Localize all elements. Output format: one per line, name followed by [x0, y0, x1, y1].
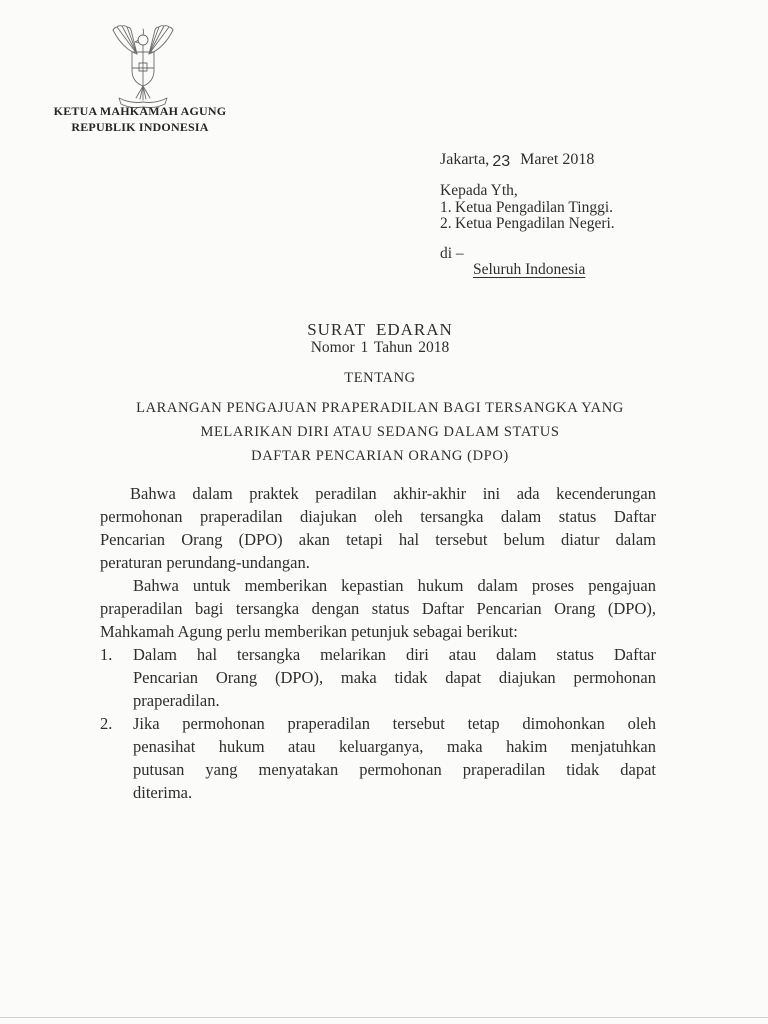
letterhead-emblem [103, 24, 183, 108]
scan-edge-line [0, 1017, 768, 1018]
letter-body [100, 482, 656, 804]
list-line: praperadilan. [133, 691, 220, 710]
list-line: diterima. [133, 783, 193, 802]
emblem-shield [132, 52, 154, 86]
emblem-right-wing [149, 26, 173, 54]
place-prefix: di – [440, 245, 464, 262]
recipient-text: Ketua Pengadilan Tinggi. [455, 198, 614, 216]
paragraph-line: Bahwa untuk memberikan kepastian hukum dalam proses pengajuan [133, 576, 656, 595]
recipient-item [440, 216, 615, 233]
list-line: Dalam hal tersangka melarikan diri atau dalam status Daftar [133, 645, 656, 664]
emblem-left-wing [113, 26, 137, 54]
list-line: penasihat hukum atau keluarganya, maka hakim menjatuhkan [133, 737, 656, 756]
list-text [133, 712, 656, 804]
body-paragraph [100, 574, 656, 643]
recipient-text: Ketua Pengadilan Negeri. [455, 215, 615, 232]
paragraph-line: permohonan praperadilan diajukan oleh tersangka dalam status Daftar [100, 507, 656, 526]
date-day: 23 [492, 153, 511, 170]
garuda-emblem-icon [103, 24, 183, 108]
recipient-item [440, 200, 615, 217]
list-number: 2. [100, 714, 113, 733]
list-line: putusan yang menyatakan permohonan praperadilan tidak dapat [133, 760, 656, 779]
document-about: TENTANG [344, 370, 416, 386]
letterhead-line-1: KETUA MAHKAMAH AGUNG [53, 104, 227, 118]
recipient-place: Seluruh Indonesia [473, 261, 586, 278]
date-city: Jakarta, [440, 151, 490, 168]
paragraph-line: Bahwa dalam praktek peradilan akhir-akhir ini ada kecenderungan [130, 484, 656, 503]
subject-line: DAFTAR PENCARIAN ORANG (DPO) [251, 448, 509, 464]
paragraph-line: Pencarian Orang (DPO) akan tetapi hal tersebut belum diatur dalam [100, 530, 656, 549]
recipients-block [440, 183, 615, 233]
document-number: Nomor 1 Tahun 2018 [310, 339, 450, 356]
list-item [100, 712, 656, 804]
list-line: Pencarian Orang (DPO), maka tidak dapat diajukan permohonan [133, 668, 656, 687]
recipient-number: 1. [440, 198, 452, 216]
list-number: 1. [100, 645, 113, 664]
document-title: SURAT EDARAN [307, 320, 453, 339]
letterhead-title [40, 103, 240, 135]
recipient-number: 2. [440, 215, 452, 232]
emblem-head [135, 29, 148, 52]
list-line: Jika permohonan praperadilan tersebut tetap dimohonkan oleh [133, 714, 656, 733]
subject-line: LARANGAN PENGAJUAN PRAPERADILAN BAGI TERSANGKA YANG [136, 400, 624, 416]
recipients-salutation: Kepada Yth, [440, 182, 518, 199]
body-paragraph [100, 482, 656, 574]
list-item [100, 643, 656, 712]
list-text [133, 643, 656, 712]
subject-line: MELARIKAN DIRI ATAU SEDANG DALAM STATUS [200, 424, 560, 440]
letterhead-line-2: REPUBLIK INDONESIA [71, 120, 209, 134]
document-subject [128, 396, 632, 468]
paragraph-line: peraturan perundang-undangan. [100, 553, 310, 572]
date-month-year: Maret 2018 [520, 151, 595, 168]
letter-date [440, 150, 594, 170]
emblem-tail [136, 86, 150, 100]
paragraph-line: Mahkamah Agung perlu memberikan petunjuk sebagai berikut: [100, 622, 518, 641]
paragraph-line: praperadilan bagi tersangka dengan status Daftar Pencarian Orang (DPO), [100, 599, 656, 618]
